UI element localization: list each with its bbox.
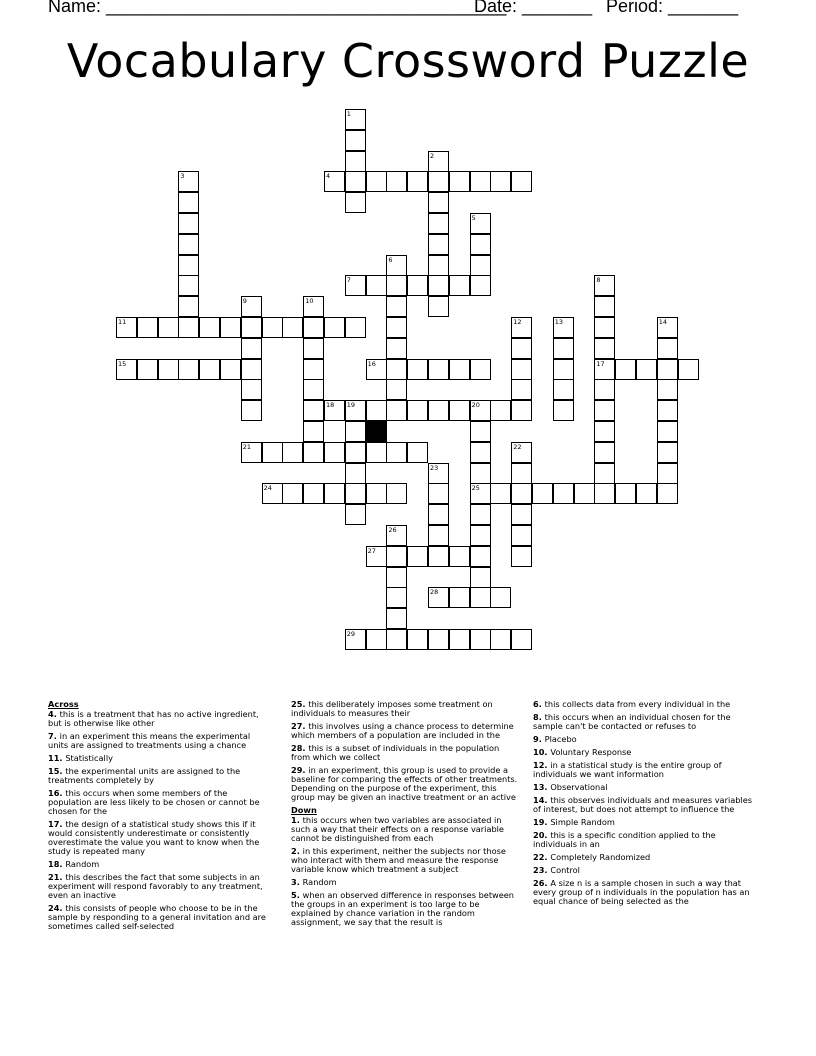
clue-column-2 — [291, 700, 519, 931]
crossword-cell[interactable] — [178, 255, 199, 276]
clue-text: this observes individuals and measures variables of interest, but does not attempt to influence the — [533, 795, 753, 814]
crossword-cell[interactable] — [345, 192, 366, 213]
clue-number-label: 14 — [658, 318, 668, 326]
clue-number-label: 21 — [242, 442, 252, 451]
clue-item — [291, 847, 519, 874]
crossword-cell[interactable] — [262, 317, 283, 338]
crossword-cell[interactable] — [386, 567, 407, 588]
crossword-cell[interactable] — [386, 317, 407, 338]
crossword-cell[interactable] — [511, 400, 532, 421]
crossword-cell[interactable] — [303, 338, 324, 359]
crossword-cell[interactable] — [594, 379, 615, 400]
crossword-cell[interactable] — [470, 234, 491, 255]
clue-number-label: 27 — [367, 546, 376, 555]
clue-text: when an observed difference in responses between the groups in an experiment is too large to be explained by chance variation in the random assignment, we say that the result is — [291, 890, 514, 927]
crossword-cell[interactable] — [386, 296, 407, 317]
crossword-cell[interactable] — [241, 379, 262, 400]
crossword-cell[interactable] — [615, 483, 636, 504]
clue-number-label: 22 — [513, 442, 522, 451]
crossword-cell[interactable] — [490, 400, 511, 421]
clue-number: 18. — [48, 859, 66, 869]
crossword-cell[interactable] — [428, 192, 449, 213]
clue-number: 7. — [48, 731, 60, 741]
crossword-cell[interactable] — [470, 275, 491, 296]
crossword-cell[interactable] — [386, 587, 407, 608]
crossword-cell[interactable] — [428, 359, 449, 380]
clue-number-label: 9 — [242, 297, 247, 306]
clue-text: A size n is a sample chosen in such a way that every group of n individuals in the population has an equal chance of being selected as the — [533, 878, 750, 906]
crossword-cell[interactable] — [470, 421, 491, 442]
clue-number: 15. — [48, 766, 66, 776]
crossword-cell[interactable] — [511, 379, 532, 400]
crossword-cell[interactable] — [449, 400, 470, 421]
clue-text: in this experiment, neither the subjects nor those who interact with them and measure the response variable know which treatment a subject — [291, 846, 506, 874]
crossword-cell[interactable] — [366, 483, 387, 504]
crossword-cell[interactable] — [386, 400, 407, 421]
crossword-cell[interactable] — [470, 442, 491, 463]
clue-item — [533, 748, 759, 757]
clue-item — [533, 831, 759, 849]
crossword-cell[interactable] — [636, 359, 657, 380]
crossword-cell[interactable] — [470, 525, 491, 546]
crossword-cell[interactable] — [199, 317, 220, 338]
crossword-cell[interactable] — [574, 483, 595, 504]
clue-item — [533, 700, 759, 709]
crossword-cell[interactable] — [553, 400, 574, 421]
crossword-cell[interactable] — [449, 587, 470, 608]
crossword-cell[interactable] — [137, 359, 158, 380]
crossword-cell[interactable] — [428, 483, 449, 504]
clue-number-label: 19 — [346, 401, 356, 410]
clue-number-label: 25 — [471, 484, 480, 493]
page-title: Vocabulary Crossword Puzzle — [66, 34, 750, 88]
crossword-cell[interactable] — [511, 546, 532, 567]
clue-text: this consists of people who choose to be in the sample by responding to a general invitation and are sometimes called self-selected — [48, 903, 266, 931]
clue-number: 5. — [291, 890, 303, 900]
clue-number: 9. — [533, 734, 545, 744]
crossword-cell[interactable] — [241, 338, 262, 359]
clue-text: Completely Randomized — [550, 852, 651, 862]
crossword-cell[interactable] — [324, 317, 345, 338]
clue-number-label: 28 — [430, 588, 439, 597]
clue-item — [291, 891, 519, 927]
crossword-cell[interactable] — [470, 359, 491, 380]
crossword-cell[interactable] — [345, 130, 366, 151]
clue-item — [533, 853, 759, 862]
crossword-cell[interactable] — [470, 504, 491, 525]
crossword-cell[interactable] — [345, 317, 366, 338]
crossword-cell[interactable] — [345, 421, 366, 442]
crossword-cell[interactable] — [449, 171, 470, 192]
period-field-label[interactable]: Period: _______ — [606, 0, 739, 16]
clue-column-1 — [48, 700, 270, 935]
crossword-cell[interactable] — [615, 359, 636, 380]
clue-item — [533, 796, 759, 814]
crossword-cell[interactable] — [178, 192, 199, 213]
crossword-cell[interactable] — [470, 629, 491, 650]
crossword-cell[interactable] — [594, 296, 615, 317]
clue-item — [291, 744, 519, 762]
clue-text: in a statistical study is the entire group of individuals we want information — [533, 760, 722, 779]
clue-item — [533, 866, 759, 875]
crossword-cell[interactable] — [386, 171, 407, 192]
crossword-cell[interactable] — [449, 546, 470, 567]
clue-number-label: 23 — [430, 463, 439, 472]
across-heading: Across — [48, 699, 79, 709]
clue-number-label: 11 — [118, 318, 127, 326]
clue-text: this is a specific condition applied to the individuals in an — [533, 830, 716, 849]
clue-item — [48, 754, 270, 763]
clue-item — [291, 700, 519, 718]
crossword-cell[interactable] — [657, 463, 678, 484]
crossword-cell[interactable] — [511, 525, 532, 546]
clue-item — [291, 766, 519, 802]
crossword-cell[interactable] — [345, 504, 366, 525]
crossword-cell[interactable] — [324, 442, 345, 463]
crossword-cell[interactable] — [428, 504, 449, 525]
clue-number-label: 18 — [326, 401, 335, 410]
clue-item — [533, 783, 759, 792]
crossword-cell[interactable] — [386, 546, 407, 567]
crossword-cell[interactable] — [470, 546, 491, 567]
crossword-cell[interactable] — [282, 442, 303, 463]
clue-number: 28. — [291, 743, 309, 753]
down-heading: Down — [291, 805, 317, 815]
clue-item — [291, 722, 519, 740]
clue-number-label: 7 — [346, 276, 351, 285]
crossword-cell[interactable] — [262, 442, 283, 463]
clue-text: Control — [550, 865, 580, 875]
clue-number: 1. — [291, 815, 303, 825]
crossword-cell[interactable] — [470, 587, 491, 608]
crossword-cell[interactable] — [594, 338, 615, 359]
clue-item — [533, 761, 759, 779]
clue-item — [533, 818, 759, 827]
clue-item — [291, 878, 519, 887]
clue-text: in an experiment, this group is used to provide a baseline for comparing the effects of other treatments. Depending on the purpose of the experiment, this group may be given an inactive treatment or an active — [291, 765, 518, 802]
clue-item — [48, 710, 270, 728]
crossword-cell[interactable] — [428, 234, 449, 255]
clue-number-label: 13 — [554, 318, 564, 326]
clue-number-label: 26 — [388, 526, 397, 534]
black-square — [366, 421, 387, 442]
crossword-cell[interactable] — [553, 379, 574, 400]
clue-text: this occurs when some members of the population are less likely to be chosen or cannot be chosen for the — [48, 788, 260, 816]
crossword-cell[interactable] — [470, 463, 491, 484]
clue-text: Simple Random — [550, 817, 615, 827]
crossword-cell[interactable] — [449, 275, 470, 296]
crossword-cell[interactable] — [199, 359, 220, 380]
clue-number: 4. — [48, 709, 60, 719]
crossword-cell[interactable] — [158, 359, 179, 380]
clue-number-label: 1 — [346, 110, 351, 118]
clue-number: 19. — [533, 817, 551, 827]
clue-number: 17. — [48, 819, 66, 829]
crossword-cell[interactable] — [594, 400, 615, 421]
clue-number: 8. — [533, 712, 545, 722]
crossword-cell[interactable] — [428, 525, 449, 546]
clue-number: 13. — [533, 782, 551, 792]
clue-number-label: 8 — [596, 276, 601, 285]
crossword-cell[interactable] — [511, 483, 532, 504]
crossword-cell[interactable] — [345, 171, 366, 192]
clue-text: Placebo — [544, 734, 577, 744]
crossword-cell[interactable] — [386, 608, 407, 629]
clue-item — [48, 767, 270, 785]
crossword-cell[interactable] — [241, 400, 262, 421]
clue-number-label: 15 — [118, 359, 127, 368]
crossword-cell[interactable] — [511, 171, 532, 192]
crossword-cell[interactable] — [657, 359, 678, 380]
crossword-cell[interactable] — [490, 171, 511, 192]
clue-number: 23. — [533, 865, 551, 875]
clue-number: 3. — [291, 877, 303, 887]
clue-number: 21. — [48, 872, 66, 882]
crossword-cell[interactable] — [386, 379, 407, 400]
crossword-cell[interactable] — [511, 629, 532, 650]
clue-number-label: 29 — [346, 630, 356, 638]
clue-number-label: 6 — [388, 255, 393, 264]
crossword-cell[interactable] — [511, 504, 532, 525]
crossword-cell[interactable] — [345, 463, 366, 484]
clue-item — [48, 904, 270, 931]
clue-item — [48, 789, 270, 816]
crossword-cell[interactable] — [303, 379, 324, 400]
crossword-cell[interactable] — [407, 442, 428, 463]
crossword-cell[interactable] — [428, 629, 449, 650]
clue-text: the design of a statistical study shows this if it would consistently underestimate or consistently overestimate the value you want to know when the study is repeated many — [48, 819, 260, 856]
clue-number-label: 12 — [513, 318, 522, 326]
crossword-cell[interactable] — [553, 483, 574, 504]
crossword-cell[interactable] — [511, 463, 532, 484]
clue-number-label: 16 — [367, 359, 376, 368]
crossword-cell[interactable] — [657, 338, 678, 359]
clue-text: this is a subset of individuals in the population from which we collect — [291, 743, 500, 762]
crossword-cell[interactable] — [449, 629, 470, 650]
clue-number: 11. — [48, 753, 66, 763]
clue-text: Random — [302, 877, 337, 887]
clue-item — [533, 879, 759, 906]
crossword-cell[interactable] — [490, 629, 511, 650]
crossword-cell[interactable] — [282, 483, 303, 504]
crossword-cell[interactable] — [594, 421, 615, 442]
crossword-cell[interactable] — [324, 483, 345, 504]
date-field-label[interactable]: Date: _______ — [474, 0, 593, 16]
crossword-cell[interactable] — [220, 359, 241, 380]
crossword-cell[interactable] — [158, 317, 179, 338]
clue-text: in an experiment this means the experimental units are assigned to treatments using a chance — [48, 731, 251, 750]
crossword-cell[interactable] — [428, 213, 449, 234]
clue-text: Voluntary Response — [550, 747, 632, 757]
crossword-cell[interactable] — [657, 421, 678, 442]
crossword-cell[interactable] — [553, 338, 574, 359]
crossword-cell[interactable] — [178, 359, 199, 380]
crossword-cell[interactable] — [428, 171, 449, 192]
crossword-cell[interactable] — [178, 234, 199, 255]
crossword-cell[interactable] — [657, 483, 678, 504]
clue-number-label: 5 — [471, 214, 476, 222]
crossword-cell[interactable] — [178, 317, 199, 338]
crossword-cell[interactable] — [386, 338, 407, 359]
crossword-cell[interactable] — [407, 359, 428, 380]
clue-text: Statistically — [65, 753, 113, 763]
clue-text: this describes the fact that some subjects in an experiment will respond favorably to any treatment, even an inactive — [48, 872, 263, 900]
crossword-cell[interactable] — [511, 338, 532, 359]
crossword-cell[interactable] — [470, 255, 491, 276]
clue-number: 25. — [291, 699, 309, 709]
clue-text: this collects data from every individual in the — [544, 699, 731, 709]
clue-number-label: 10 — [305, 297, 314, 306]
crossword-cell[interactable] — [241, 317, 262, 338]
clue-number: 22. — [533, 852, 551, 862]
clue-number: 10. — [533, 747, 551, 757]
crossword-cell[interactable] — [366, 400, 387, 421]
crossword-cell[interactable] — [428, 400, 449, 421]
crossword-cell[interactable] — [178, 296, 199, 317]
clue-number: 26. — [533, 878, 551, 888]
crossword-cell[interactable] — [407, 171, 428, 192]
crossword-cell[interactable] — [303, 359, 324, 380]
crossword-cell[interactable] — [241, 359, 262, 380]
crossword-cell[interactable] — [490, 483, 511, 504]
clue-item — [48, 820, 270, 856]
crossword-cell[interactable] — [428, 275, 449, 296]
clue-number: 20. — [533, 830, 551, 840]
crossword-cell[interactable] — [178, 275, 199, 296]
crossword-cell[interactable] — [407, 400, 428, 421]
crossword-cell[interactable] — [137, 317, 158, 338]
crossword-cell[interactable] — [303, 400, 324, 421]
clue-number-label: 17 — [596, 359, 605, 368]
clue-text: this occurs when two variables are associated in such a way that their effects on a response variable cannot be distinguished from each — [291, 815, 504, 843]
clue-column-3 — [533, 700, 759, 910]
crossword-cell[interactable] — [678, 359, 699, 380]
crossword-cell[interactable] — [303, 421, 324, 442]
clue-text: this occurs when an individual chosen for the sample can't be contacted or refuses to — [533, 712, 731, 731]
crossword-cell[interactable] — [386, 629, 407, 650]
crossword-cell[interactable] — [366, 629, 387, 650]
crossword-cell[interactable] — [407, 546, 428, 567]
crossword-cell[interactable] — [594, 463, 615, 484]
crossword-cell[interactable] — [636, 483, 657, 504]
crossword-cell[interactable] — [532, 483, 553, 504]
crossword-cell[interactable] — [366, 275, 387, 296]
crossword-cell[interactable] — [386, 442, 407, 463]
crossword-cell[interactable] — [366, 171, 387, 192]
name-field-label[interactable]: Name: ________________________________________ — [48, 0, 507, 16]
clue-item — [48, 873, 270, 900]
clue-text: Random — [65, 859, 100, 869]
crossword-cell[interactable] — [386, 483, 407, 504]
clue-text: the experimental units are assigned to the treatments completely by — [48, 766, 241, 785]
clue-number: 14. — [533, 795, 551, 805]
clue-item — [533, 735, 759, 744]
clue-number: 24. — [48, 903, 66, 913]
crossword-cell[interactable] — [386, 275, 407, 296]
crossword-cell[interactable] — [594, 442, 615, 463]
crossword-cell[interactable] — [428, 296, 449, 317]
clue-item — [48, 860, 270, 869]
crossword-cell[interactable] — [407, 629, 428, 650]
clue-number: 6. — [533, 699, 545, 709]
clue-item — [48, 732, 270, 750]
crossword-cell[interactable] — [657, 400, 678, 421]
crossword-cell[interactable] — [178, 213, 199, 234]
crossword-cell[interactable] — [386, 359, 407, 380]
crossword-cell[interactable] — [428, 546, 449, 567]
crossword-cell[interactable] — [490, 587, 511, 608]
crossword-cell[interactable] — [282, 317, 303, 338]
clue-text: Observational — [550, 782, 608, 792]
crossword-cell[interactable] — [303, 442, 324, 463]
crossword-cell[interactable] — [449, 359, 470, 380]
crossword-cell[interactable] — [345, 442, 366, 463]
clue-number-label: 3 — [180, 172, 185, 181]
crossword-cell[interactable] — [657, 442, 678, 463]
clue-text: this involves using a chance process to determine which members of a population are included in the — [291, 721, 514, 740]
crossword-cell[interactable] — [470, 171, 491, 192]
clue-number: 27. — [291, 721, 309, 731]
crossword-cell[interactable] — [428, 255, 449, 276]
crossword-cell[interactable] — [594, 317, 615, 338]
clue-number: 16. — [48, 788, 66, 798]
crossword-cell[interactable] — [553, 359, 574, 380]
crossword-cell[interactable] — [657, 379, 678, 400]
crossword-cell[interactable] — [345, 151, 366, 172]
crossword-cell[interactable] — [220, 317, 241, 338]
clue-number-label: 4 — [326, 172, 331, 181]
crossword-cell[interactable] — [407, 275, 428, 296]
clue-number-label: 24 — [263, 484, 272, 493]
clue-number-label: 2 — [430, 151, 435, 160]
crossword-cell[interactable] — [303, 317, 324, 338]
clue-text: this is a treatment that has no active ingredient, but is otherwise like other — [48, 709, 259, 728]
clue-number: 12. — [533, 760, 551, 770]
clue-item — [533, 713, 759, 731]
crossword-cell[interactable] — [511, 359, 532, 380]
clue-number-label: 20 — [471, 401, 480, 410]
crossword-cell[interactable] — [470, 567, 491, 588]
crossword-cell[interactable] — [345, 483, 366, 504]
clue-text: this deliberately imposes some treatment on individuals to measures their — [291, 699, 493, 718]
crossword-cell[interactable] — [366, 442, 387, 463]
crossword-cell[interactable] — [594, 483, 615, 504]
clue-item — [291, 816, 519, 843]
clue-number: 29. — [291, 765, 309, 775]
clue-number: 2. — [291, 846, 303, 856]
crossword-cell[interactable] — [303, 483, 324, 504]
